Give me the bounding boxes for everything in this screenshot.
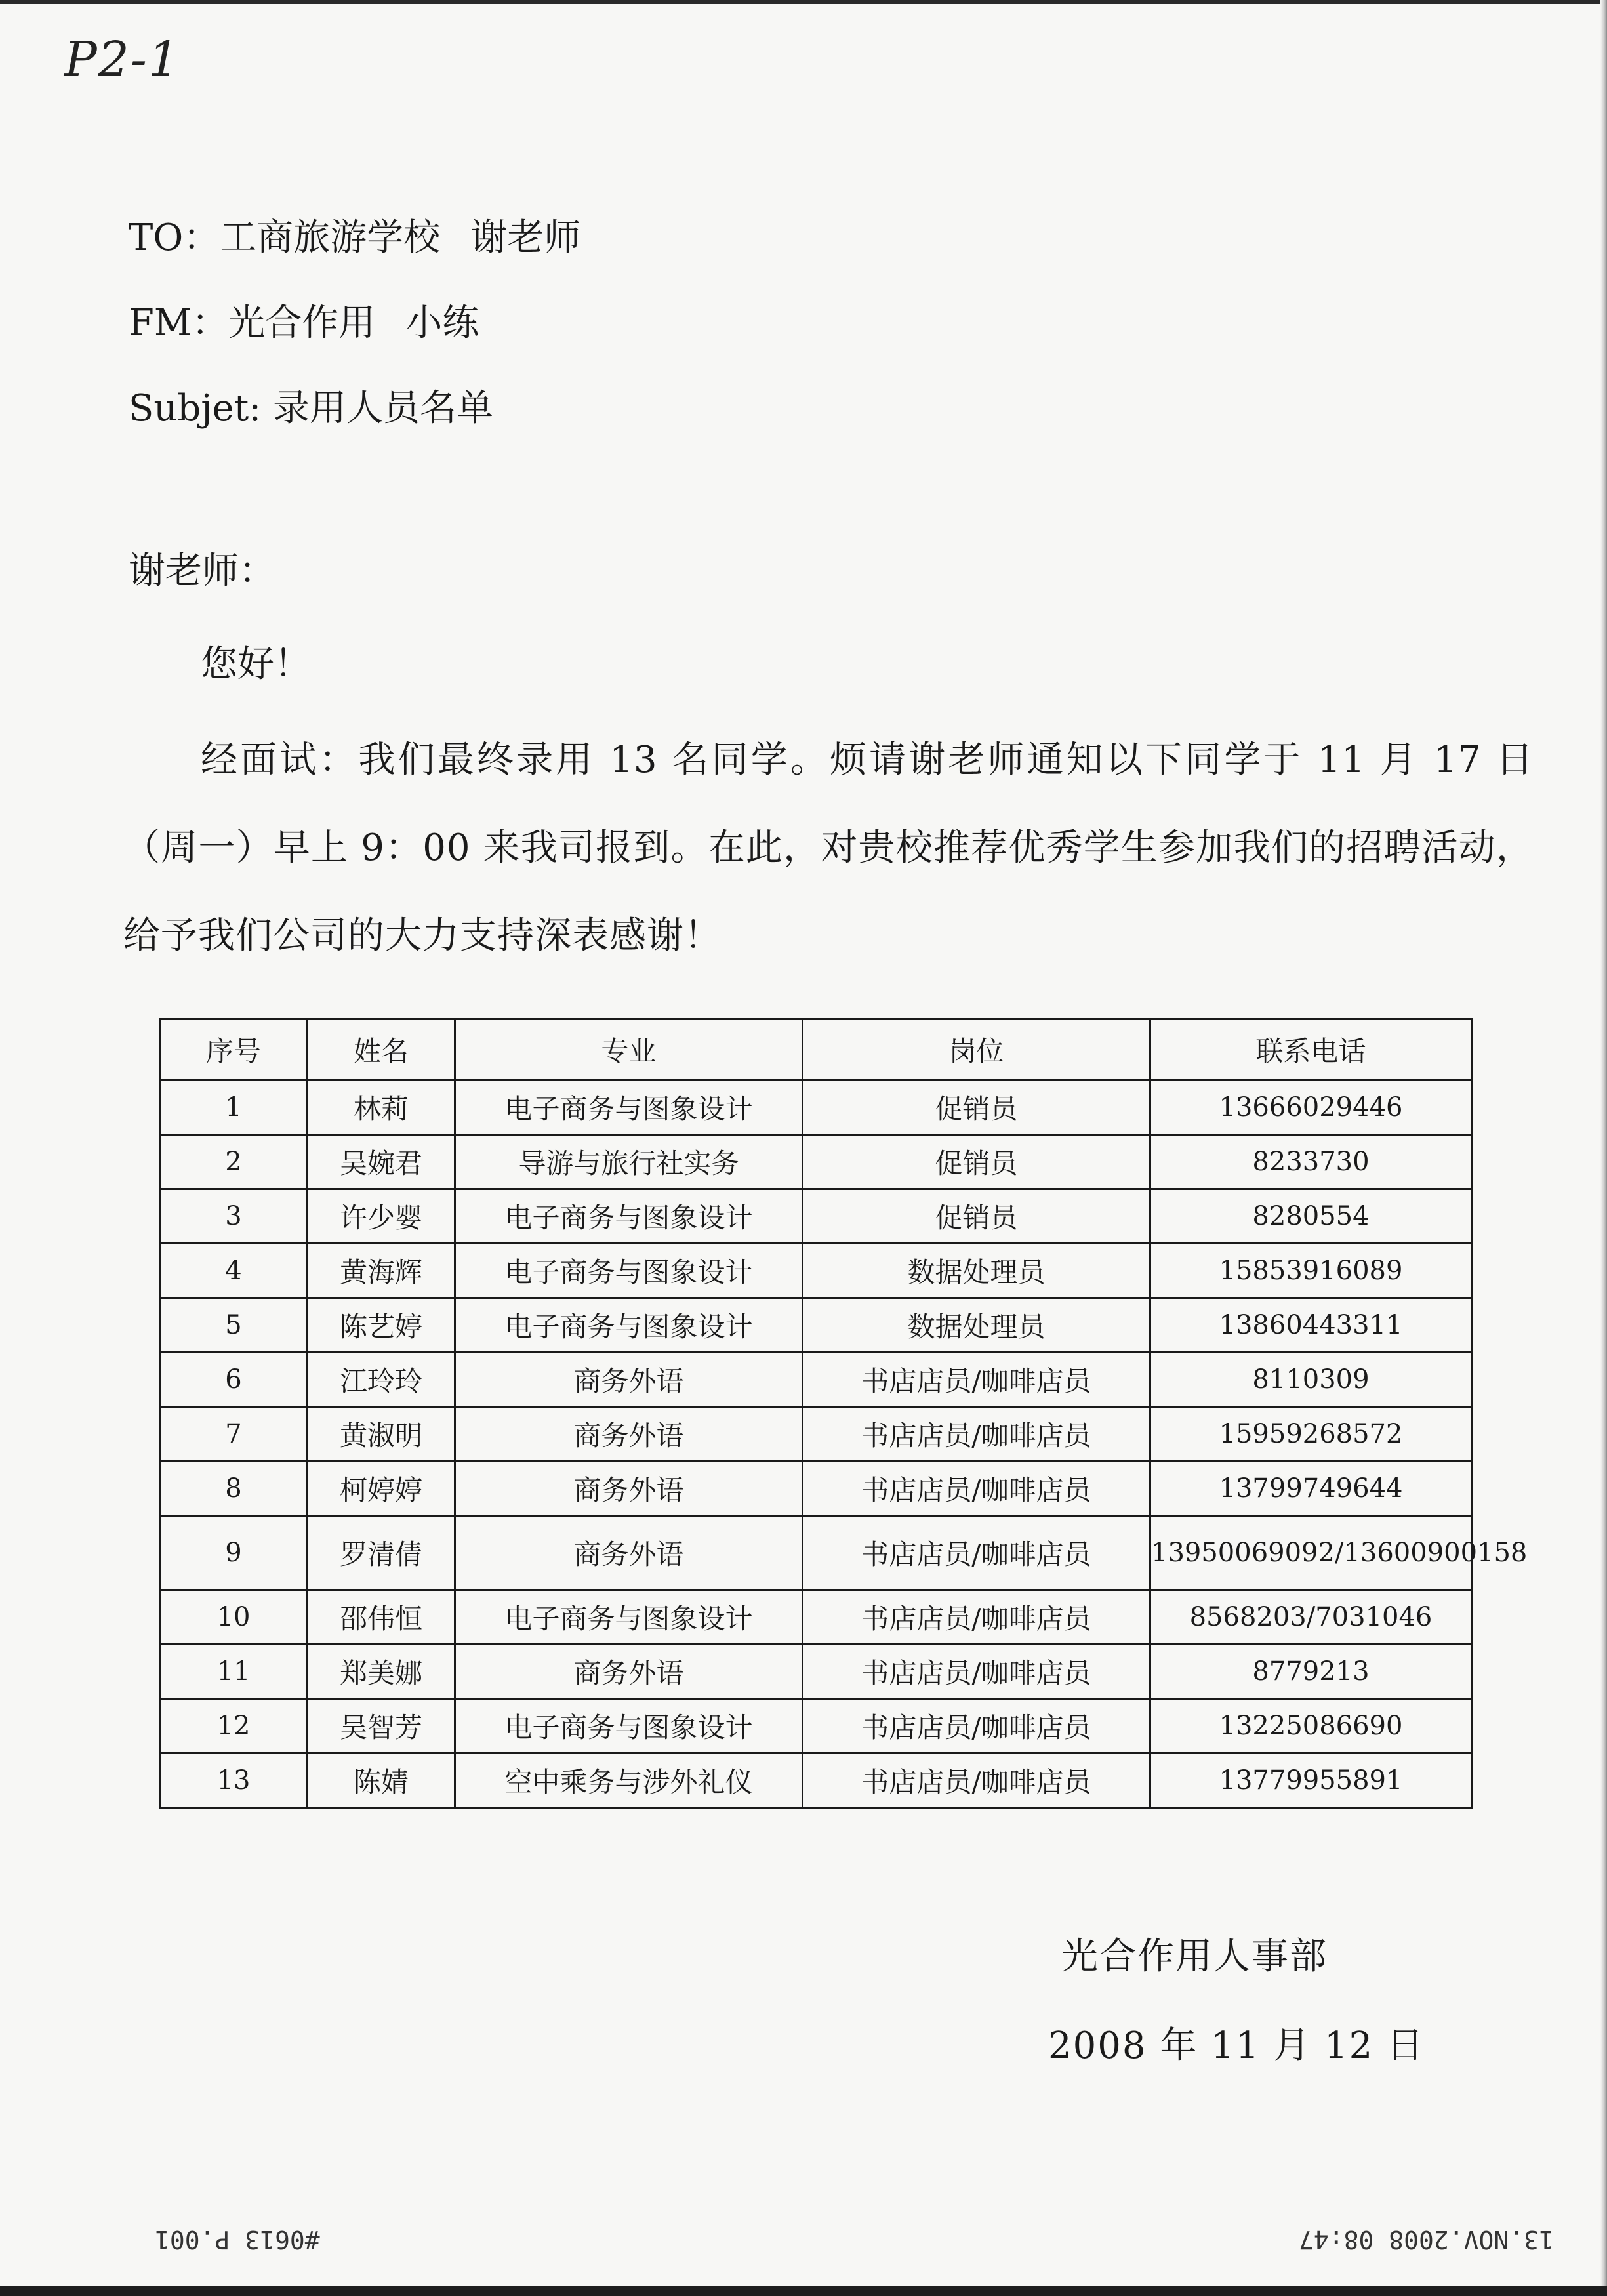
row-phone: 8779213	[1150, 1645, 1472, 1699]
header-name: 姓名	[308, 1019, 455, 1080]
row-position: 书店店员/咖啡店员	[803, 1462, 1150, 1516]
row-phone: 13666029446	[1150, 1080, 1472, 1135]
row-phone: 15853916089	[1150, 1244, 1472, 1298]
memo-subject-label: Subjet:	[129, 387, 262, 430]
memo-from-person: 小练	[405, 302, 479, 344]
row-index: 5	[160, 1298, 308, 1353]
row-name: 黄淑明	[308, 1407, 455, 1462]
table-row	[160, 1080, 1472, 1135]
row-phone: 13225086690	[1150, 1699, 1472, 1753]
memo-from-line	[129, 294, 479, 346]
row-phone: 13779955891	[1150, 1753, 1472, 1808]
row-name: 郑美娜	[308, 1645, 455, 1699]
row-phone: 8233730	[1150, 1135, 1472, 1189]
row-position: 数据处理员	[803, 1298, 1150, 1353]
row-index: 6	[160, 1353, 308, 1407]
header-phone: 联系电话	[1150, 1019, 1472, 1080]
row-position: 书店店员/咖啡店员	[803, 1699, 1150, 1753]
row-major: 商务外语	[455, 1407, 803, 1462]
row-index: 11	[160, 1645, 308, 1699]
row-index: 7	[160, 1407, 308, 1462]
row-index: 8	[160, 1462, 308, 1516]
row-phone: 8568203/7031046	[1150, 1590, 1472, 1645]
row-phone: 13950069092/13600900158	[1150, 1516, 1472, 1590]
row-position: 书店店员/咖啡店员	[803, 1353, 1150, 1407]
row-position: 书店店员/咖啡店员	[803, 1590, 1150, 1645]
letter-body: 经面试：我们最终录用 13 名同学。烦请谢老师通知以下同学于 11 月 17 日（周一）早上 9：00 来我司报到。在此，对贵校推荐优秀学生参加我们的招聘活动，给予我们公司的大力支持深表感谢！	[123, 739, 1534, 957]
table-row	[160, 1353, 1472, 1407]
memo-subject: 录用人员名单	[272, 387, 493, 430]
row-phone: 8280554	[1150, 1189, 1472, 1244]
row-position: 促销员	[803, 1135, 1150, 1189]
table-row	[160, 1407, 1472, 1462]
memo-to-person: 谢老师	[470, 216, 581, 259]
row-major: 电子商务与图象设计	[455, 1189, 803, 1244]
table-header-row	[160, 1019, 1472, 1080]
row-name: 柯婷婷	[308, 1462, 455, 1516]
row-index: 4	[160, 1244, 308, 1298]
handwritten-page-note: P2-1	[64, 31, 180, 88]
row-major: 商务外语	[455, 1353, 803, 1407]
row-position: 书店店员/咖啡店员	[803, 1645, 1150, 1699]
letter-salutation: 谢老师：	[129, 550, 275, 592]
scan-edge-right	[1600, 0, 1607, 2296]
scan-edge-bottom	[0, 2286, 1607, 2296]
table-body	[160, 1080, 1528, 1808]
row-major: 电子商务与图象设计	[455, 1244, 803, 1298]
table-row	[160, 1298, 1472, 1353]
row-position: 书店店员/咖啡店员	[803, 1407, 1150, 1462]
memo-to-line	[129, 209, 580, 261]
memo-from-label: FM：	[129, 302, 229, 344]
row-index: 12	[160, 1699, 308, 1753]
row-phone: 13860443311	[1150, 1298, 1472, 1353]
table-row	[160, 1244, 1472, 1298]
fax-footer-left: #0613 P.001	[155, 2225, 320, 2254]
scan-edge-top	[0, 0, 1607, 4]
row-position: 书店店员/咖啡店员	[803, 1753, 1150, 1808]
row-name: 罗清倩	[308, 1516, 455, 1590]
table-row	[160, 1135, 1472, 1189]
row-name: 江玲玲	[308, 1353, 455, 1407]
row-major: 商务外语	[455, 1462, 803, 1516]
row-position: 书店店员/咖啡店员	[803, 1516, 1150, 1590]
row-major: 电子商务与图象设计	[455, 1590, 803, 1645]
row-position: 数据处理员	[803, 1244, 1150, 1298]
fax-footer-right: 13.NOV.2008 08:47	[1299, 2225, 1554, 2254]
table-row	[160, 1516, 1472, 1590]
row-name: 陈婧	[308, 1753, 455, 1808]
row-name: 吴婉君	[308, 1135, 455, 1189]
row-name: 邵伟恒	[308, 1590, 455, 1645]
row-name: 黄海辉	[308, 1244, 455, 1298]
header-index: 序号	[160, 1019, 308, 1080]
row-name: 林莉	[308, 1080, 455, 1135]
row-index: 13	[160, 1753, 308, 1808]
row-index: 1	[160, 1080, 308, 1135]
row-index: 9	[160, 1516, 308, 1590]
signature-organization: 光合作用人事部	[1061, 1935, 1328, 1978]
row-major: 电子商务与图象设计	[455, 1080, 803, 1135]
memo-to-label: TO：	[129, 216, 220, 259]
row-index: 10	[160, 1590, 308, 1645]
row-phone: 8110309	[1150, 1353, 1472, 1407]
memo-to-org: 工商旅游学校	[220, 216, 441, 259]
row-major: 导游与旅行社实务	[455, 1135, 803, 1189]
row-major: 电子商务与图象设计	[455, 1699, 803, 1753]
row-major: 商务外语	[455, 1645, 803, 1699]
row-major: 电子商务与图象设计	[455, 1298, 803, 1353]
row-name: 吴智芳	[308, 1699, 455, 1753]
row-position: 促销员	[803, 1189, 1150, 1244]
table-row	[160, 1590, 1472, 1645]
table-row	[160, 1753, 1472, 1808]
row-position: 促销员	[803, 1080, 1150, 1135]
hired-staff-table	[159, 1018, 1528, 1809]
row-index: 2	[160, 1135, 308, 1189]
table-row	[160, 1699, 1472, 1753]
memo-subject-line	[129, 379, 493, 432]
row-phone: 13799749644	[1150, 1462, 1472, 1516]
header-major: 专业	[455, 1019, 803, 1080]
row-index: 3	[160, 1189, 308, 1244]
table-row	[160, 1462, 1472, 1516]
header-position: 岗位	[803, 1019, 1150, 1080]
row-phone: 15959268572	[1150, 1407, 1472, 1462]
row-major: 空中乘务与涉外礼仪	[455, 1753, 803, 1808]
memo-from-org: 光合作用	[228, 302, 376, 344]
table-row	[160, 1189, 1472, 1244]
row-name: 许少婴	[308, 1189, 455, 1244]
row-name: 陈艺婷	[308, 1298, 455, 1353]
signature-date: 2008 年 11 月 12 日	[1048, 2024, 1425, 2067]
row-major: 商务外语	[455, 1516, 803, 1590]
table-row	[160, 1645, 1472, 1699]
letter-greeting: 您好！	[201, 643, 311, 686]
